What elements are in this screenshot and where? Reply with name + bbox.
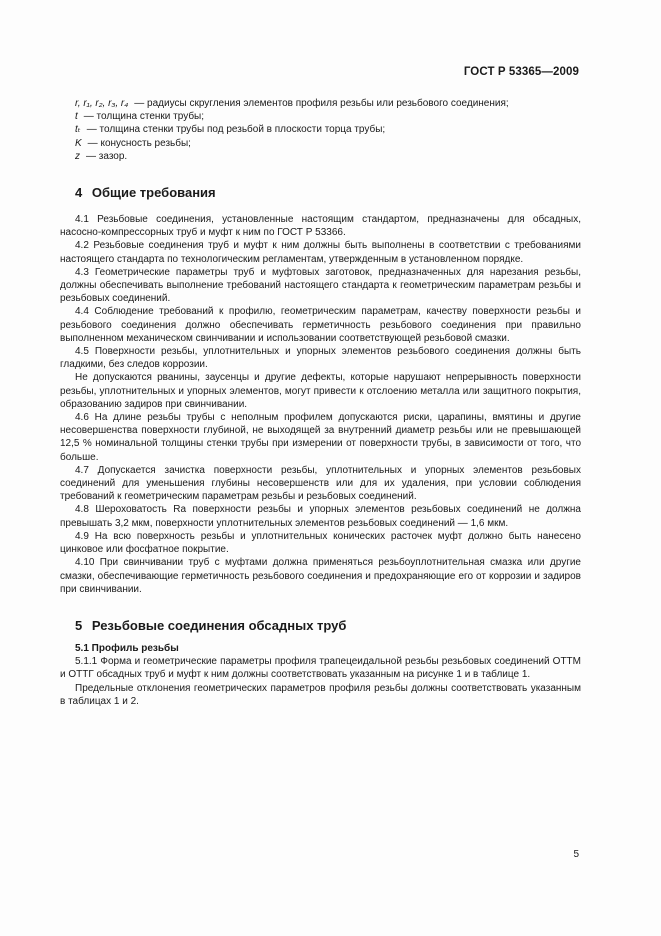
paragraph: 4.6 На длине резьбы трубы с неполным профилем допускаются риски, царапины, вмятины и другие несовершенства поверхности глубиной, не выходящей за внутренний диаметр резьбы или не превышающей 12,5 % номинальной толщины стенки трубы при измерении от поверхности трубы, в зависимости от того, что больше.: [60, 412, 581, 463]
section-title: Резьбовые соединения обсадных труб: [91, 617, 347, 633]
legend-item: [75, 150, 581, 163]
paragraph: 4.1 Резьбовые соединения, установленные настоящим стандартом, предназначены для обсадных, насосно-компрессорных труб и муфт к ним по ГОСТ Р 53366.: [60, 214, 581, 239]
legend-item: [75, 123, 581, 136]
legend-symbol: r, r₁, r₂, r₃, r₄: [75, 98, 129, 109]
legend-symbol: tₜ: [75, 124, 81, 136]
legend-item: [75, 97, 581, 110]
section-heading: [75, 185, 581, 200]
section-number: 4: [75, 185, 83, 201]
legend-text: — радиусы скругления элементов профиля резьбы или резьбового соединения;: [134, 98, 509, 109]
section-heading: [75, 618, 581, 633]
subsection-heading: 5.1 Профиль резьбы: [75, 642, 179, 654]
legend-text: — толщина стенки трубы;: [83, 111, 205, 123]
legend-symbol: K: [75, 137, 82, 149]
paragraph: 4.3 Геометрические параметры труб и муфтовых заготовок, предназначенных для нарезания резьбы, должны обеспечивать выполнение требований настоящего стандарта к геометрическим параметрам резьбы и резьбовых соединений.: [60, 266, 581, 305]
paragraph: 4.7 Допускается зачистка поверхности резьбы, уплотнительных и упорных элементов резьбовых соединений для уменьшения глубины несовершенств или для их удаления, при условии соблюдения требований к геометрическим параметрам резьбы и резьбовых соединений.: [60, 464, 581, 503]
legend-text: — толщина стенки трубы под резьбой в плоскости торца трубы;: [86, 124, 386, 136]
legend-symbol: t: [75, 111, 78, 123]
paragraph: Предельные отклонения геометрических параметров профиля резьбы должны соответствовать указанным в таблицах 1 и 2.: [60, 682, 581, 707]
paragraph: 4.4 Соблюдение требований к профилю, геометрическим параметрам, качеству поверхности резьбы и резьбового соединения должно обеспечивать герметичность резьбового соединения при правильно выполненном механическом свинчивании и использовании соответствующей резьбовой смазки.: [60, 306, 581, 344]
paragraph: 4.5 Поверхности резьбы, уплотнительных и упорных элементов резьбового соединения должны быть гладкими, без следов коррозии.: [60, 346, 581, 371]
paragraph: 4.2 Резьбовые соединения труб и муфт к ним должны быть выполнены в соответствии с требованиями настоящего стандарта по технологическим регламентам, утвержденным в установленном порядке.: [60, 240, 581, 265]
paragraph: 5.1.1 Форма и геометрические параметры профиля трапецеидальной резьбы резьбовых соединений ОТТМ и ОТТГ обсадных труб и муфт к ним должны соответствовать указанным на рисунке 1 и в таблице 1.: [60, 656, 581, 681]
legend-symbol: z: [75, 150, 80, 162]
legend-text: — зазор.: [86, 150, 128, 162]
legend-item: [75, 137, 581, 150]
paragraph: 4.9 На всю поверхность резьбы и уплотнительных конических расточек муфт должно быть нанесено цинковое или фосфатное покрытие.: [60, 530, 581, 556]
standard-code: ГОСТ Р 53365—2009: [463, 66, 579, 78]
paragraph: Не допускаются рванины, заусенцы и другие дефекты, которые нарушают непрерывность поверхности резьбы, уплотнительных и упорных элементов, могут привести к отслоению металла или защитного покрытия, образованию задиров при свинчивании.: [60, 372, 581, 410]
legend-text: — конусность резьбы;: [87, 137, 191, 149]
symbol-legend: [75, 97, 581, 163]
paragraph: 4.8 Шероховатость Ra поверхности резьбы и упорных элементов резьбовых соединений не должна превышать 3,2 мкм, поверхности уплотнительных элементов резьбовых соединений — 1,6 мкм.: [60, 504, 581, 529]
section-title: Общие требования: [91, 185, 216, 201]
legend-item: [75, 110, 581, 123]
page-number: 5: [573, 849, 579, 860]
page-content: [60, 97, 581, 708]
paragraph: 4.10 При свинчивании труб с муфтами должна применяться резьбоуплотнительная смазка или другие смазки, обеспечивающие герметичность резьбового соединения и предохраняющие его от коррозии и задиров при свинчивании.: [60, 557, 581, 595]
section-number: 5: [75, 617, 83, 633]
